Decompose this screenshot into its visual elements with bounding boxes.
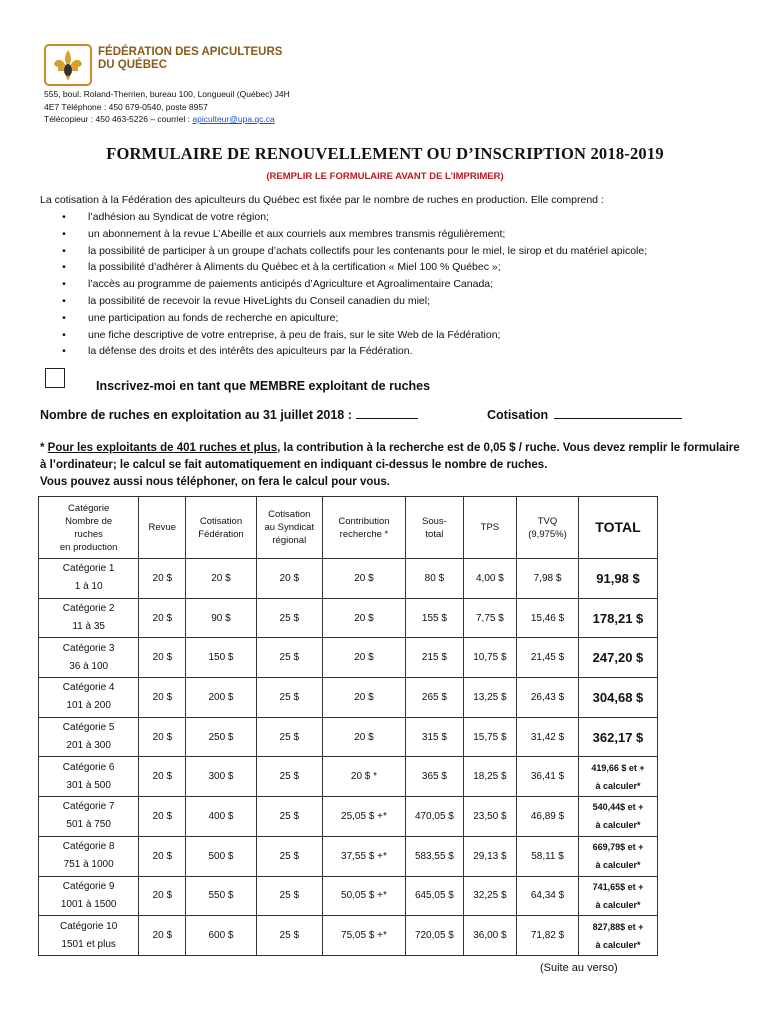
member-checkbox[interactable] bbox=[45, 368, 65, 388]
table-cell: 25 $ bbox=[256, 638, 322, 678]
header-recherche: Contribution recherche * bbox=[322, 497, 405, 559]
header-sous-total: Sous- total bbox=[406, 497, 464, 559]
list-item: • un abonnement à la revue L’Abeille et aux courriels aux membres transmis régulièrement; bbox=[40, 226, 647, 243]
bullet-icon: • bbox=[62, 211, 66, 223]
table-cell: 20 $ bbox=[186, 559, 256, 599]
table-cell: 25 $ bbox=[256, 678, 322, 718]
table-cell: 25 $ bbox=[256, 836, 322, 876]
category-cell: Catégorie 3 36 à 100 bbox=[39, 638, 139, 678]
table-cell: 20 $ bbox=[139, 638, 186, 678]
intro-text: La cotisation à la Fédération des apiculteurs du Québec est fixée par le nombre de ruches en production. Elle comprend : bbox=[40, 194, 604, 206]
category-cell: Catégorie 1 1 à 10 bbox=[39, 559, 139, 599]
list-item: • la possibilité de participer à un groupe d’achats collectifs pour les contenants pour le miel, le sirop et du matériel apicole; bbox=[40, 243, 647, 260]
category-cell: Catégorie 10 1501 et plus bbox=[39, 916, 139, 956]
continued-note: (Suite au verso) bbox=[540, 962, 618, 974]
table-cell: 150 $ bbox=[186, 638, 256, 678]
list-item: • l’adhésion au Syndicat de votre région; bbox=[40, 209, 647, 226]
bullet-icon: • bbox=[62, 294, 66, 307]
cotisation-field: Cotisation bbox=[487, 406, 682, 422]
table-cell: 265 $ bbox=[406, 678, 464, 718]
table-cell: 29,13 $ bbox=[463, 836, 516, 876]
table-cell: 20 $ bbox=[139, 559, 186, 599]
hives-count-field: Nombre de ruches en exploitation au 31 juillet 2018 : bbox=[40, 406, 418, 422]
table-row bbox=[39, 757, 658, 797]
header-revue: Revue bbox=[139, 497, 186, 559]
table-cell: 46,89 $ bbox=[517, 797, 579, 837]
bullet-icon: • bbox=[62, 227, 66, 240]
table-cell: 470,05 $ bbox=[406, 797, 464, 837]
table-cell: 250 $ bbox=[186, 717, 256, 757]
bullet-icon: • bbox=[62, 311, 66, 324]
table-row bbox=[39, 916, 658, 956]
table-cell: 21,45 $ bbox=[517, 638, 579, 678]
table-cell: 15,46 $ bbox=[517, 598, 579, 638]
table-cell: 215 $ bbox=[406, 638, 464, 678]
table-cell: 36,41 $ bbox=[517, 757, 579, 797]
email-link[interactable]: apiculteur@upa.qc.ca bbox=[192, 114, 275, 124]
category-cell: Catégorie 9 1001 à 1500 bbox=[39, 876, 139, 916]
table-cell: 26,43 $ bbox=[517, 678, 579, 718]
table-cell: 20 $ * bbox=[322, 757, 405, 797]
table-cell: 200 $ bbox=[186, 678, 256, 718]
total-cell: 741,65$ et + à calculer* bbox=[578, 876, 657, 916]
total-cell: 247,20 $ bbox=[578, 638, 657, 678]
hives-count-input[interactable] bbox=[356, 406, 418, 419]
total-cell: 827,88$ et + à calculer* bbox=[578, 916, 657, 956]
table-row bbox=[39, 717, 658, 757]
list-item: • l’accès au programme de paiements anticipés d’Agriculture et Agroalimentaire Canada; bbox=[40, 276, 647, 293]
total-cell: 304,68 $ bbox=[578, 678, 657, 718]
table-cell: 36,00 $ bbox=[463, 916, 516, 956]
table-cell: 20 $ bbox=[139, 757, 186, 797]
benefits-list bbox=[40, 209, 647, 360]
table-cell: 365 $ bbox=[406, 757, 464, 797]
table-cell: 20 $ bbox=[139, 717, 186, 757]
table-cell: 90 $ bbox=[186, 598, 256, 638]
table-cell: 18,25 $ bbox=[463, 757, 516, 797]
cotisation-input[interactable] bbox=[554, 406, 682, 419]
table-cell: 10,75 $ bbox=[463, 638, 516, 678]
table-cell: 20 $ bbox=[322, 559, 405, 599]
table-cell: 315 $ bbox=[406, 717, 464, 757]
table-cell: 500 $ bbox=[186, 836, 256, 876]
table-row bbox=[39, 598, 658, 638]
category-cell: Catégorie 2 11 à 35 bbox=[39, 598, 139, 638]
table-cell: 25,05 $ +* bbox=[322, 797, 405, 837]
table-cell: 25 $ bbox=[256, 717, 322, 757]
header-total: TOTAL bbox=[578, 497, 657, 559]
table-cell: 20 $ bbox=[256, 559, 322, 599]
member-label: Inscrivez-moi en tant que MEMBRE exploitant de ruches bbox=[96, 379, 431, 393]
table-cell: 20 $ bbox=[139, 836, 186, 876]
category-cell: Catégorie 8 751 à 1000 bbox=[39, 836, 139, 876]
table-cell: 80 $ bbox=[406, 559, 464, 599]
table-cell: 155 $ bbox=[406, 598, 464, 638]
table-cell: 20 $ bbox=[139, 598, 186, 638]
table-cell: 720,05 $ bbox=[406, 916, 464, 956]
phone-line: 4E7 Téléphone : 450 679-0540, poste 8957 bbox=[44, 101, 208, 112]
table-cell: 4,00 $ bbox=[463, 559, 516, 599]
table-row bbox=[39, 678, 658, 718]
table-cell: 20 $ bbox=[322, 598, 405, 638]
table-cell: 583,55 $ bbox=[406, 836, 464, 876]
total-cell: 362,17 $ bbox=[578, 717, 657, 757]
table-cell: 7,98 $ bbox=[517, 559, 579, 599]
table-cell: 64,34 $ bbox=[517, 876, 579, 916]
category-cell: Catégorie 4 101 à 200 bbox=[39, 678, 139, 718]
table-cell: 25 $ bbox=[256, 598, 322, 638]
table-row bbox=[39, 559, 658, 599]
list-item: • une fiche descriptive de votre entreprise, à peu de frais, sur le site Web de la Fédération; bbox=[40, 327, 647, 344]
table-cell: 50,05 $ +* bbox=[322, 876, 405, 916]
table-cell: 20 $ bbox=[139, 916, 186, 956]
table-cell: 400 $ bbox=[186, 797, 256, 837]
table-cell: 20 $ bbox=[139, 876, 186, 916]
table-cell: 25 $ bbox=[256, 876, 322, 916]
federation-logo-icon bbox=[44, 44, 92, 86]
table-cell: 23,50 $ bbox=[463, 797, 516, 837]
bullet-icon: • bbox=[62, 261, 66, 274]
table-cell: 20 $ bbox=[139, 678, 186, 718]
category-cell: Catégorie 7 501 à 750 bbox=[39, 797, 139, 837]
table-cell: 31,42 $ bbox=[517, 717, 579, 757]
table-cell: 25 $ bbox=[256, 916, 322, 956]
table-row bbox=[39, 797, 658, 837]
table-cell: 37,55 $ +* bbox=[322, 836, 405, 876]
table-cell: 600 $ bbox=[186, 916, 256, 956]
table-cell: 32,25 $ bbox=[463, 876, 516, 916]
form-subtitle: (REMPLIR LE FORMULAIRE AVANT DE L’IMPRIMER) bbox=[266, 171, 504, 182]
header-tvq: TVQ (9,975%) bbox=[517, 497, 579, 559]
table-cell: 13,25 $ bbox=[463, 678, 516, 718]
table-cell: 7,75 $ bbox=[463, 598, 516, 638]
form-title: FORMULAIRE DE RENOUVELLEMENT OU D’INSCRIPTION 2018-2019 bbox=[106, 144, 664, 163]
table-row bbox=[39, 876, 658, 916]
fee-table bbox=[38, 496, 658, 956]
table-cell: 550 $ bbox=[186, 876, 256, 916]
table-cell: 20 $ bbox=[322, 717, 405, 757]
bullet-icon: • bbox=[62, 328, 66, 341]
category-cell: Catégorie 6 301 à 500 bbox=[39, 757, 139, 797]
address-block bbox=[44, 88, 290, 126]
bullet-icon: • bbox=[62, 244, 66, 257]
header-federation: Cotisation Fédération bbox=[186, 497, 256, 559]
table-cell: 300 $ bbox=[186, 757, 256, 797]
table-cell: 20 $ bbox=[322, 678, 405, 718]
total-cell: 669,79$ et + à calculer* bbox=[578, 836, 657, 876]
total-cell: 91,98 $ bbox=[578, 559, 657, 599]
header-category: Catégorie Nombre de ruches en production bbox=[39, 497, 139, 559]
table-cell: 25 $ bbox=[256, 797, 322, 837]
table-cell: 15,75 $ bbox=[463, 717, 516, 757]
address-line: 555, boul. Roland-Therrien, bureau 100, Longueuil (Québec) J4H bbox=[44, 89, 290, 99]
header-syndicat: Cotisation au Syndicat régional bbox=[256, 497, 322, 559]
research-contribution-note: * Pour les exploitants de 401 ruches et plus, la contribution à la recherche est de 0,05 $ / ruche. Vous devez remplir le formulaire à l’ordinateur; le calcul se fait automatiquement en indiquant ci-dessus le nombre de ruches. Vous pouvez aussi nous téléphoner, on fera le calcul pour vous. bbox=[40, 442, 740, 488]
header-tps: TPS bbox=[463, 497, 516, 559]
table-cell: 20 $ bbox=[139, 797, 186, 837]
table-cell: 75,05 $ +* bbox=[322, 916, 405, 956]
list-item: • une participation au fonds de recherche en apiculture; bbox=[40, 310, 647, 327]
bullet-icon: • bbox=[62, 345, 66, 358]
table-row bbox=[39, 638, 658, 678]
table-cell: 58,11 $ bbox=[517, 836, 579, 876]
total-cell: 419,66 $ et + à calculer* bbox=[578, 757, 657, 797]
bullet-icon: • bbox=[62, 278, 66, 291]
organization-name: FÉDÉRATION DES APICULTEURS DU QUÉBEC bbox=[98, 46, 283, 71]
category-cell: Catégorie 5 201 à 300 bbox=[39, 717, 139, 757]
list-item: • la possibilité de recevoir la revue HiveLights du Conseil canadien du miel; bbox=[40, 293, 647, 310]
table-cell: 645,05 $ bbox=[406, 876, 464, 916]
table-cell: 71,82 $ bbox=[517, 916, 579, 956]
list-item: • la possibilité d’adhérer à Aliments du Québec et à la certification « Miel 100 % Québec »; bbox=[40, 259, 647, 276]
total-cell: 540,44$ et + à calculer* bbox=[578, 797, 657, 837]
table-cell: 25 $ bbox=[256, 757, 322, 797]
table-cell: 20 $ bbox=[322, 638, 405, 678]
total-cell: 178,21 $ bbox=[578, 598, 657, 638]
fax-email-line: Télécopieur : 450 463-5226 – courriel : apiculteur@upa.qc.ca bbox=[44, 114, 275, 124]
table-row bbox=[39, 836, 658, 876]
list-item: • la défense des droits et des intérêts des apiculteurs par la Fédération. bbox=[40, 343, 647, 360]
table-header-row bbox=[39, 497, 658, 559]
